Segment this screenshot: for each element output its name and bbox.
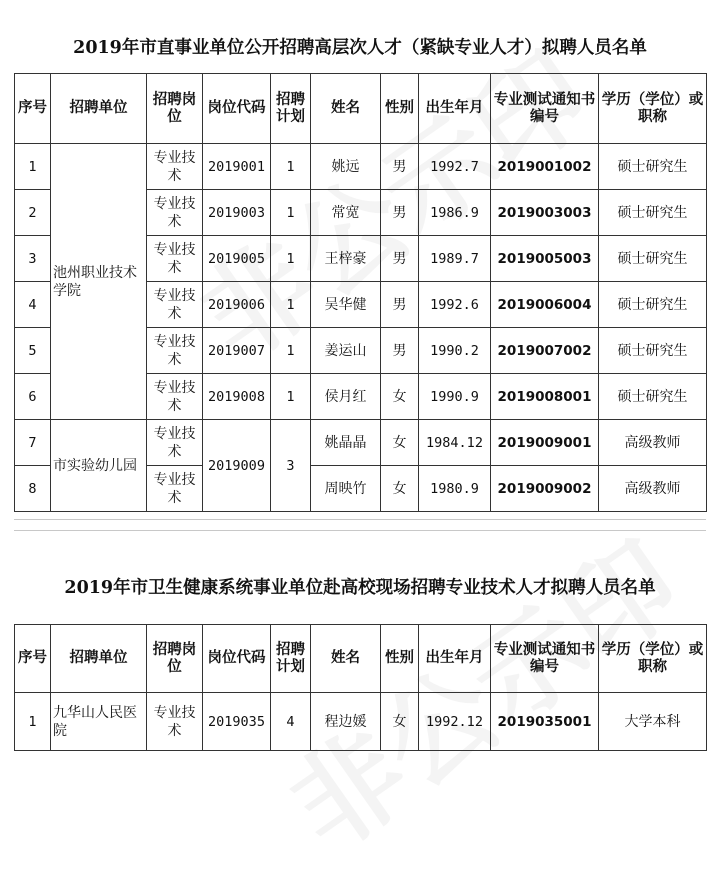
edu-cell: 硕士研究生	[599, 190, 707, 236]
header-cell: 招聘岗位	[147, 625, 203, 693]
notice-cell: 2019003003	[491, 190, 599, 236]
sex-cell: 男	[381, 190, 419, 236]
post-cell: 专业技术	[147, 693, 203, 751]
header-cell: 岗位代码	[203, 74, 271, 144]
header-cell: 学历（学位）或职称	[599, 74, 707, 144]
plan-cell: 1	[271, 236, 311, 282]
header-cell: 专业测试通知书编号	[491, 625, 599, 693]
row-number: 5	[15, 328, 51, 374]
code-cell: 2019008	[203, 374, 271, 420]
plan-cell: 1	[271, 328, 311, 374]
header-cell: 序号	[15, 625, 51, 693]
row-number: 4	[15, 282, 51, 328]
sex-cell: 女	[381, 693, 419, 751]
header-cell: 姓名	[311, 74, 381, 144]
post-cell: 专业技术	[147, 466, 203, 512]
header-cell: 招聘单位	[51, 74, 147, 144]
gridline	[14, 509, 706, 520]
name-cell: 吴华健	[311, 282, 381, 328]
plan-cell: 1	[271, 190, 311, 236]
sex-cell: 男	[381, 282, 419, 328]
post-cell: 专业技术	[147, 328, 203, 374]
name-cell: 常宽	[311, 190, 381, 236]
header-cell: 姓名	[311, 625, 381, 693]
birth-cell: 1992.12	[419, 693, 491, 751]
edu-cell: 硕士研究生	[599, 236, 707, 282]
post-cell: 专业技术	[147, 190, 203, 236]
row-number: 2	[15, 190, 51, 236]
header-cell: 学历（学位）或职称	[599, 625, 707, 693]
name-cell: 姚远	[311, 144, 381, 190]
sex-cell: 女	[381, 374, 419, 420]
edu-cell: 高级教师	[599, 466, 707, 512]
header-cell: 性别	[381, 625, 419, 693]
birth-cell: 1980.9	[419, 466, 491, 512]
name-cell: 王梓豪	[311, 236, 381, 282]
edu-cell: 高级教师	[599, 420, 707, 466]
header-cell: 招聘计划	[271, 74, 311, 144]
header-row	[15, 625, 707, 693]
notice-cell: 2019005003	[491, 236, 599, 282]
sex-cell: 女	[381, 420, 419, 466]
table-row	[15, 144, 707, 190]
notice-cell: 2019009002	[491, 466, 599, 512]
post-cell: 专业技术	[147, 236, 203, 282]
birth-cell: 1992.7	[419, 144, 491, 190]
birth-cell: 1989.7	[419, 236, 491, 282]
plan-cell: 1	[271, 144, 311, 190]
header-cell: 招聘计划	[271, 625, 311, 693]
name-cell: 侯月红	[311, 374, 381, 420]
row-number: 1	[15, 144, 51, 190]
header-cell: 岗位代码	[203, 625, 271, 693]
header-cell: 性别	[381, 74, 419, 144]
table2-title: 2019年市卫生健康系统事业单位赴高校现场招聘专业技术人才拟聘人员名单	[64, 578, 656, 598]
row-number: 6	[15, 374, 51, 420]
spreadsheet-gap	[14, 509, 706, 531]
header-cell: 专业测试通知书编号	[491, 74, 599, 144]
code-cell: 2019006	[203, 282, 271, 328]
header-cell: 出生年月	[419, 625, 491, 693]
post-cell: 专业技术	[147, 420, 203, 466]
header-row	[15, 74, 707, 144]
plan-cell: 1	[271, 374, 311, 420]
header-cell: 序号	[15, 74, 51, 144]
sex-cell: 男	[381, 144, 419, 190]
row-number: 3	[15, 236, 51, 282]
sex-cell: 男	[381, 328, 419, 374]
table-row	[15, 693, 707, 751]
table2	[14, 624, 707, 751]
code-cell: 2019005	[203, 236, 271, 282]
code-cell: 2019007	[203, 328, 271, 374]
edu-cell: 硕士研究生	[599, 328, 707, 374]
notice-cell: 2019006004	[491, 282, 599, 328]
name-cell: 姜运山	[311, 328, 381, 374]
header-cell: 招聘单位	[51, 625, 147, 693]
unit-cell: 市实验幼儿园	[51, 420, 147, 512]
notice-cell: 2019001002	[491, 144, 599, 190]
notice-cell: 2019008001	[491, 374, 599, 420]
sex-cell: 男	[381, 236, 419, 282]
notice-cell: 2019007002	[491, 328, 599, 374]
birth-cell: 1984.12	[419, 420, 491, 466]
code-cell: 2019009	[203, 420, 271, 512]
plan-cell: 4	[271, 693, 311, 751]
table1	[14, 73, 707, 512]
table1-title: 2019年市直事业单位公开招聘高层次人才（紧缺专业人才）拟聘人员名单	[73, 38, 647, 58]
header-cell: 出生年月	[419, 74, 491, 144]
notice-cell: 2019035001	[491, 693, 599, 751]
birth-cell: 1990.2	[419, 328, 491, 374]
plan-cell: 3	[271, 420, 311, 512]
code-cell: 2019035	[203, 693, 271, 751]
post-cell: 专业技术	[147, 374, 203, 420]
row-number: 1	[15, 693, 51, 751]
edu-cell: 硕士研究生	[599, 282, 707, 328]
post-cell: 专业技术	[147, 144, 203, 190]
edu-cell: 硕士研究生	[599, 144, 707, 190]
unit-cell: 池州职业技术学院	[51, 144, 147, 420]
edu-cell: 硕士研究生	[599, 374, 707, 420]
name-cell: 姚晶晶	[311, 420, 381, 466]
name-cell: 程边媛	[311, 693, 381, 751]
edu-cell: 大学本科	[599, 693, 707, 751]
sex-cell: 女	[381, 466, 419, 512]
birth-cell: 1992.6	[419, 282, 491, 328]
unit-cell: 九华山人民医院	[51, 693, 147, 751]
row-number: 8	[15, 466, 51, 512]
name-cell: 周映竹	[311, 466, 381, 512]
notice-cell: 2019009001	[491, 420, 599, 466]
post-cell: 专业技术	[147, 282, 203, 328]
code-cell: 2019001	[203, 144, 271, 190]
birth-cell: 1986.9	[419, 190, 491, 236]
gridline	[14, 520, 706, 531]
birth-cell: 1990.9	[419, 374, 491, 420]
row-number: 7	[15, 420, 51, 466]
code-cell: 2019003	[203, 190, 271, 236]
plan-cell: 1	[271, 282, 311, 328]
table-row	[15, 420, 707, 466]
header-cell: 招聘岗位	[147, 74, 203, 144]
